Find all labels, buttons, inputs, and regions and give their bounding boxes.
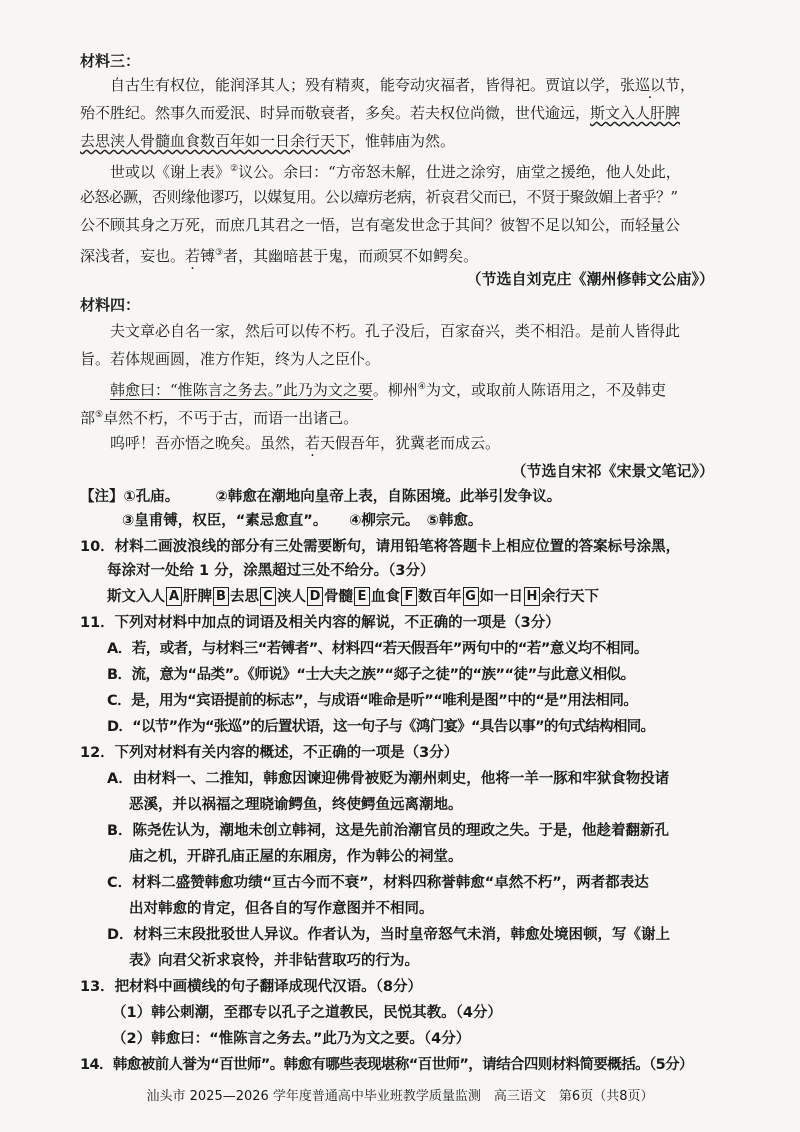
- underlined-sentence: 韩愈曰：“惟陈言之务去。”此乃为文之要: [110, 381, 373, 399]
- question-12-stem: 12．下列对材料有关内容的概述，不正确的一项是（3分）: [80, 745, 459, 761]
- question-12-option-c-cont: 出对韩愈的肯定，但各自的写作意图并不相同。: [129, 901, 434, 917]
- question-13-sentence-2: （2）韩愈曰：“惟陈言之务去。”此乃为文之要。（4分）: [112, 1031, 471, 1047]
- option-text: B．陈尧佐认为，潮地未创立韩祠，这是先前治潮官员的理政之失。于是，他趁着翻新孔: [107, 823, 670, 839]
- material-4-title: 材料四：: [80, 296, 141, 314]
- question-10-sentence: [107, 586, 747, 608]
- text-segment: 呜呼！吾亦悟之晚矣。虽然，: [110, 434, 306, 452]
- footnote-marker: ④: [417, 382, 426, 392]
- text-segment: 议公。余曰：“方帝怒未解，仕进之涂穷，庙堂之援绝，他人处此，: [238, 163, 681, 181]
- break-option-box[interactable]: C: [260, 587, 276, 606]
- material-3-para1-line3: [80, 130, 720, 152]
- text-segment: 部: [80, 409, 96, 427]
- question-12-option-c[interactable]: [107, 872, 747, 894]
- question-11-stem: 11．下列对材料中加点的词语及相关内容的解说，不正确的一项是（3分）: [80, 615, 560, 631]
- sentence-part: 数百年: [418, 589, 462, 605]
- break-option-box[interactable]: B: [213, 587, 229, 606]
- option-text: D．材料三末段批驳世人异议。作者认为，当时皇帝怒气未消，韩愈处境困顿，写《谢上: [107, 927, 671, 943]
- text-segment: 镈: [200, 247, 216, 265]
- footnote-marker: ⑤: [95, 410, 104, 420]
- text-segment: 世或以《谢上表》: [110, 163, 231, 181]
- text-segment: 卓然不朽，不丐于古，而语一出诸己。: [103, 409, 359, 427]
- question-10-stem-line2: 每涂对一处给 1 分，涂黑超过三处不给分。（3分）: [107, 563, 435, 579]
- break-option-box[interactable]: H: [524, 587, 540, 606]
- question-12-option-d-cont: 表》向君父祈求哀怜，并非钻营取巧的行为。: [129, 953, 419, 969]
- question-10-stem-line1: 10．材料二画波浪线的部分有三处需要断句，请用铅笔将答题卡上相应位置的答案标号涂黑，: [80, 539, 681, 555]
- question-12-option-b[interactable]: [107, 820, 747, 842]
- text-segment: ，: [680, 76, 696, 94]
- break-option-box[interactable]: A: [166, 587, 182, 606]
- dotted-word: 若: [305, 434, 321, 452]
- sentence-part: 如一日: [479, 589, 523, 605]
- sentence-part: 肝脾: [183, 589, 212, 605]
- material-3-source: （节选自刘克庄《潮州修韩文公庙》）: [466, 270, 714, 288]
- question-13-sentence-1: （1）韩公刺潮，至郡专以孔子之道教民，民悦其教。（4分）: [112, 1005, 502, 1021]
- text-segment: 殆不胜纪。然事久而爱泯、时异而敬衰者，多矣。若夫权位尚微，世代逾远，: [80, 104, 591, 122]
- material-3-para1-line2: [80, 102, 720, 124]
- material-4-para1-line2: 旨。若体规画圆，准方作矩，终为人之臣仆。: [80, 350, 381, 368]
- notes-line2: ③皇甫镈，权臣，“素忌愈直”。 ④柳宗元。 ⑤韩愈。: [122, 513, 483, 529]
- text-segment: 。柳州: [372, 381, 418, 399]
- dotted-phrase: 张巡以节: [620, 76, 681, 94]
- material-4-para2-line2: [80, 404, 720, 429]
- sentence-part: 骨髓: [324, 589, 353, 605]
- question-13-stem: 13．把材料中画横线的句子翻译成现代汉语。（8分）: [80, 979, 423, 995]
- material-3-para2-line4: [80, 242, 720, 267]
- footnote-marker: ②: [230, 164, 239, 174]
- material-4-source: （节选自宋祁《宋景文笔记》）: [511, 462, 714, 480]
- notes-line1: 【注】①孔庙。 ②韩愈在潮地向皇帝上表，自陈困境。此举引发争议。: [80, 489, 562, 505]
- question-12-option-b-cont: 庙之机，开辟孔庙正屋的东厢房，作为韩公的祠堂。: [129, 849, 463, 865]
- material-3-para2-line2: 必怒必蹶，否则缘他谬巧，以媒复用。公以瘴疠老病，祈哀君父而已，不贤于聚敛媚上者乎？”: [80, 188, 678, 206]
- page-footer: 汕头市 2025—2026 学年度普通高中毕业班教学质量监测 高三语文 第6页（共8页）: [146, 1089, 654, 1104]
- question-11-option-c[interactable]: C．是，用为“宾语提前的标志”，与成语“唯命是听”“唯利是图”中的“是”用法相同。: [107, 693, 638, 709]
- footnote-marker: ③: [215, 248, 224, 258]
- break-option-box[interactable]: D: [307, 587, 323, 606]
- wavy-underlined-text: 去思浃人骨髓血食数百年如一日余行天下: [80, 132, 351, 150]
- sentence-part: 斯文入人: [107, 589, 165, 605]
- material-3-para1-line1: [80, 74, 750, 96]
- break-option-box[interactable]: F: [401, 587, 417, 606]
- question-12-option-d[interactable]: [107, 924, 747, 946]
- question-12-option-a[interactable]: [107, 768, 747, 790]
- question-11-option-b[interactable]: B．流，意为“品类”。《师说》“士大夫之族”“郯子之徒”的“族”“徒”与此意义相似。: [107, 667, 635, 683]
- question-14-stem: 14．韩愈被前人誉为“百世师”。韩愈有哪些表现堪称“百世师”，请结合四则材料简要概括。（5分）: [80, 1057, 693, 1073]
- material-4-para2-line1: [80, 376, 750, 401]
- sentence-part: 血食: [371, 589, 400, 605]
- option-text: A．由材料一、二推知，韩愈因谏迎佛骨被贬为潮州刺史，他将一羊一豚和牢狱食物投诸: [107, 771, 670, 787]
- material-4-para1-line1: 夫文章必自名一家，然后可以传不朽。孔子没后，百家奋兴，类不相沿。是前人皆得此: [110, 322, 681, 340]
- sentence-part: 余行天下: [541, 589, 599, 605]
- option-text: C．材料二盛赞韩愈功绩“亘古今而不衰”，材料四称誉韩愈“卓然不朽”，两者都表达: [107, 875, 649, 891]
- material-4-para3: [80, 432, 750, 454]
- break-option-box[interactable]: E: [354, 587, 370, 606]
- question-12-option-a-cont: 恶溪，并以祸福之理晓谕鳄鱼，终使鳄鱼远离潮地。: [129, 797, 463, 813]
- material-3-para2-line3: 公不顾其身之万死，而庶几其君之一悟，岂有毫发世念于其间？彼智不足以知公，而轻量公: [80, 216, 681, 234]
- sentence-part: 浃人: [277, 589, 306, 605]
- text-segment: 深浅者，妄也。: [80, 247, 186, 265]
- text-segment: 自古生有权位，能润泽其人；殁有精爽，能夸动灾福者，皆得祀。贾谊以学，: [110, 76, 621, 94]
- dotted-word: 若: [185, 247, 201, 265]
- question-11-option-d[interactable]: D．“以节”作为“张巡”的后置状语，这一句子与《鸿门宴》“具告以事”的句式结构相同。: [107, 719, 655, 735]
- material-3-para2-line1: [80, 158, 750, 183]
- text-segment: ，惟韩庙为然。: [350, 132, 456, 150]
- question-11-option-a[interactable]: A．若，或者，与材料三“若镈者”、材料四“若天假吾年”两句中的“若”意义均不相同。: [107, 641, 648, 657]
- wavy-underlined-text: 斯文入人肝脾: [590, 104, 681, 122]
- break-option-box[interactable]: G: [463, 587, 479, 606]
- text-segment: 天假吾年，犹冀老而成云。: [320, 434, 501, 452]
- sentence-part: 去思: [230, 589, 259, 605]
- text-segment: 为文，或取前人陈语用之，不及韩吏: [425, 381, 666, 399]
- text-segment: 者，其幽暗甚于鬼，而顽冥不如鳄矣。: [223, 247, 479, 265]
- material-3-title: 材料三：: [80, 52, 141, 70]
